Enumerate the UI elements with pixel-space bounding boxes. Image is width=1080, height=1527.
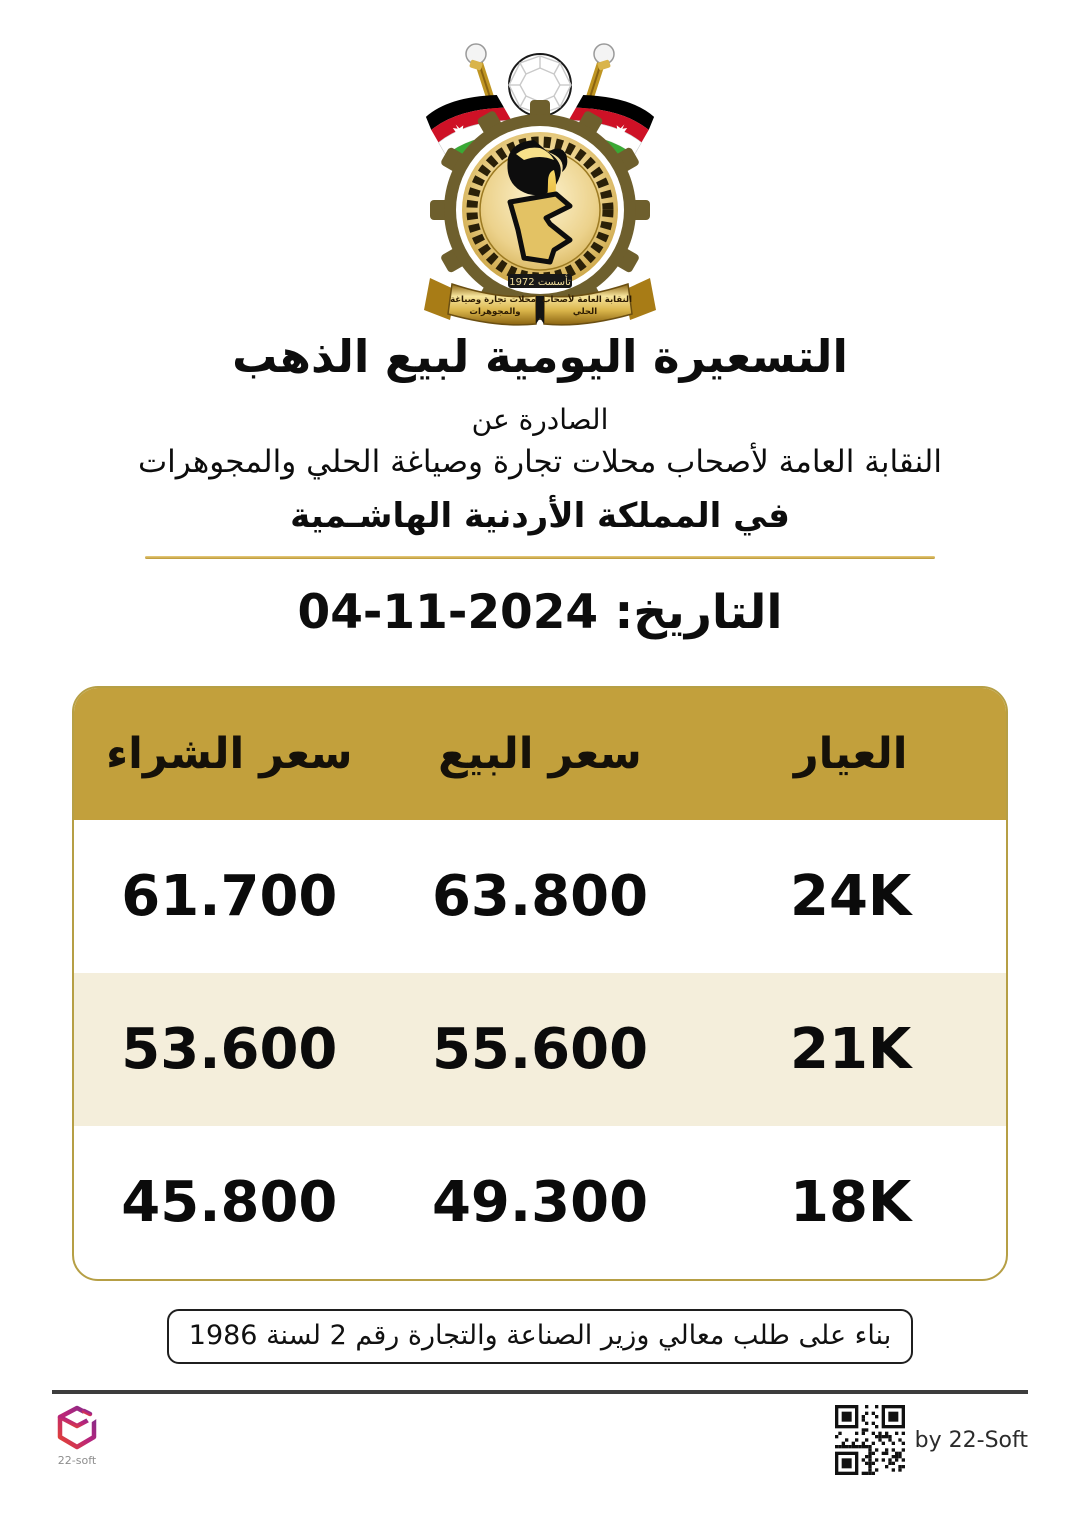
cube-logo-icon: [54, 1404, 100, 1452]
table-row-18k: [74, 1126, 1006, 1279]
issued-by-label: الصادرة عن: [471, 403, 609, 436]
table-row-24k: [74, 820, 1006, 973]
date-line: [0, 585, 1080, 640]
header-sell-price: سعر البيع: [438, 729, 642, 779]
date-label: التاريخ:: [614, 585, 783, 640]
ribbon-left-line2: والمجوهرات: [469, 307, 521, 317]
ministerial-note: بناء على طلب معالي وزير الصناعة والتجارة رقم 2 لسنة 1986: [167, 1309, 913, 1364]
buy-price-value: 53.600: [121, 1017, 338, 1082]
karat-value: 21K: [790, 1017, 912, 1082]
ribbon-right-line2: الحلي: [572, 307, 598, 317]
ribbon-right-line1: النقابة العامة لأصحاب: [541, 295, 633, 305]
brand-logo-block: [54, 1404, 100, 1467]
buy-price-value: 45.800: [121, 1170, 338, 1235]
sell-price-value: 63.800: [431, 864, 649, 929]
gold-divider-rule: [145, 556, 935, 559]
brand-caption: 22-soft: [57, 1454, 97, 1467]
date-value: 04-11-2024: [297, 585, 599, 640]
karat-value: 18K: [790, 1170, 912, 1235]
sell-price-value: 49.300: [431, 1170, 649, 1235]
country-line: في المملكة الأردنية الهاشـمية: [290, 496, 790, 536]
syndicate-emblem-icon: [412, 28, 668, 328]
credit-text: by 22-Soft: [914, 1427, 1028, 1453]
established-text: تأسست 1972: [509, 277, 571, 288]
sell-price-value: 55.600: [431, 1017, 649, 1082]
brand-strip: [52, 1404, 1028, 1476]
header-karat: العيار: [793, 729, 908, 779]
karat-value: 24K: [790, 864, 912, 929]
gold-price-table: [72, 686, 1008, 1281]
qr-code-icon: [835, 1404, 905, 1476]
established-band: [508, 274, 572, 288]
credit-block: [835, 1404, 1028, 1476]
table-header-row: [74, 688, 1006, 820]
syndicate-logo: [0, 0, 1080, 328]
ribbon-left-line1: محلات تجارة وصياغة: [450, 295, 536, 305]
bottom-divider: [52, 1390, 1028, 1394]
organization-name: النقابة العامة لأصحاب محلات تجارة وصياغة الحلي والمجوهرات: [137, 444, 942, 480]
page-title: التسعيرة اليومية لبيع الذهب: [232, 330, 848, 383]
buy-price-value: 61.700: [121, 864, 338, 929]
table-row-21k: [74, 973, 1006, 1126]
header-buy-price: سعر الشراء: [106, 729, 353, 779]
